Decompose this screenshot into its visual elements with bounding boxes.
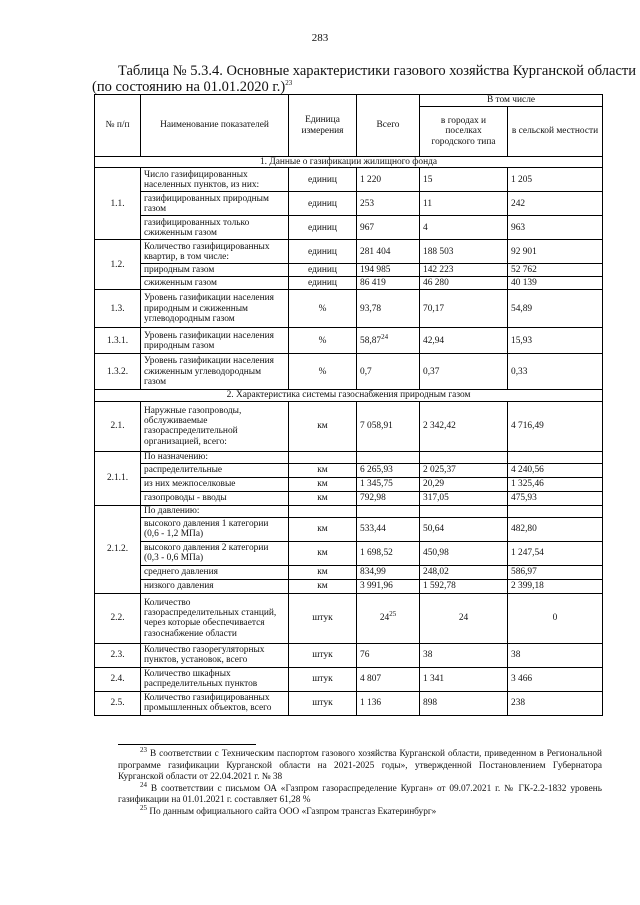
row-rural: 4 240,56 (508, 463, 603, 477)
section-row (95, 390, 603, 401)
footnote-24 (118, 780, 602, 807)
row-name: высокого давления 1 категории (0,6 - 1,2 МПа) (141, 517, 289, 541)
row-urban: 2 342,42 (420, 401, 508, 451)
row-name: По давлению: (141, 505, 289, 517)
row-rural: 586,97 (508, 565, 603, 579)
row-urban: 142 223 (420, 264, 508, 277)
table-row (95, 691, 603, 715)
row-unit: км (289, 491, 357, 505)
table-row (95, 192, 603, 216)
row-total: 7 058,91 (357, 401, 420, 451)
row-num: 1.3. (95, 290, 141, 328)
row-num: 2.4. (95, 667, 141, 691)
table-header-row (95, 95, 603, 107)
row-urban: 2 025,37 (420, 463, 508, 477)
row-unit: единиц (289, 216, 357, 240)
table-row (95, 643, 603, 667)
row-num: 1.2. (95, 240, 141, 290)
row-total: 1 220 (357, 168, 420, 192)
row-name: среднего давления (141, 565, 289, 579)
row-rural: 2 399,18 (508, 579, 603, 593)
row-num: 2.1. (95, 401, 141, 451)
row-urban: 248,02 (420, 565, 508, 579)
row-rural: 1 325,46 (508, 477, 603, 491)
row-num: 2.1.1. (95, 451, 141, 505)
table-title-line-1: Таблица № 5.3.4. Основные характеристики газового хозяйства Курганской области (118, 63, 636, 79)
row-total: 194 985 (357, 264, 420, 277)
row-urban: 898 (420, 691, 508, 715)
row-unit: % (289, 354, 357, 390)
row-rural: 242 (508, 192, 603, 216)
table-row (95, 168, 603, 192)
row-name: Количество газифицированных квартир, в том числе: (141, 240, 289, 264)
row-unit: штук (289, 667, 357, 691)
row-urban: 15 (420, 168, 508, 192)
row-name: По назначению: (141, 451, 289, 463)
header-num: № п/п (95, 95, 141, 157)
table-row (95, 477, 603, 491)
row-rural: 40 139 (508, 277, 603, 290)
table-row (95, 463, 603, 477)
row-unit: км (289, 565, 357, 579)
row-total: 86 419 (357, 277, 420, 290)
section-row (95, 157, 603, 168)
table-row (95, 277, 603, 290)
table-row (95, 401, 603, 451)
table-row (95, 667, 603, 691)
row-urban: 70,17 (420, 290, 508, 328)
footnote-23 (118, 745, 603, 784)
row-urban: 46 280 (420, 277, 508, 290)
table-row (95, 451, 603, 463)
table-row (95, 240, 603, 264)
row-urban: 24 (420, 593, 508, 643)
table-row (95, 541, 603, 565)
row-urban: 42,94 (420, 328, 508, 354)
row-total: 1 345,75 (357, 477, 420, 491)
row-rural: 15,93 (508, 328, 603, 354)
row-unit: штук (289, 643, 357, 667)
row-unit: км (289, 463, 357, 477)
row-unit: штук (289, 691, 357, 715)
row-name: газифицированных природным газом (141, 192, 289, 216)
row-total: 24 (379, 613, 390, 624)
row-rural: 54,89 (508, 290, 603, 328)
table-row (95, 565, 603, 579)
row-unit: единиц (289, 240, 357, 264)
row-total-cell (357, 328, 420, 354)
row-total: 792,98 (357, 491, 420, 505)
footnote-ref: 25 (389, 609, 397, 618)
footnote-number: 25 (140, 803, 147, 812)
row-unit: единиц (289, 192, 357, 216)
table-row (95, 579, 603, 593)
footnote-divider (118, 744, 256, 745)
row-rural: 92 901 (508, 240, 603, 264)
row-num: 1.3.1. (95, 328, 141, 354)
row-urban: 1 592,78 (420, 579, 508, 593)
table-title (92, 63, 636, 95)
header-total: Всего (357, 95, 420, 157)
row-rural: 963 (508, 216, 603, 240)
row-name: Наружные газопроводы, обслуживаемые газораспределительной организацией, всего: (141, 401, 289, 451)
row-rural: 0 (508, 593, 603, 643)
page-number: 283 (311, 32, 329, 44)
row-total: 281 404 (357, 240, 420, 264)
row-rural: 482,80 (508, 517, 603, 541)
footnote-number: 23 (140, 745, 147, 754)
row-urban: 11 (420, 192, 508, 216)
table-row (95, 505, 603, 517)
row-rural: 0,33 (508, 354, 603, 390)
row-rural: 238 (508, 691, 603, 715)
row-urban: 0,37 (420, 354, 508, 390)
row-urban: 317,05 (420, 491, 508, 505)
header-rural: в сельской местности (508, 107, 603, 157)
table-title-line-2: (по состоянию на 01.01.2020 г.)$^{23}$ (92, 79, 293, 95)
row-name: Количество газорегуляторных пунктов, установок, всего (141, 643, 289, 667)
row-name: Уровень газификации населения сжиженным углеводородным газом (141, 354, 289, 390)
row-name: распределительные (141, 463, 289, 477)
row-unit: % (289, 290, 357, 328)
row-total: 1 698,52 (357, 541, 420, 565)
row-unit: единиц (289, 264, 357, 277)
row-name: Количество шкафных распределительных пунктов (141, 667, 289, 691)
row-name: Число газифицированных населенных пунктов, из них: (141, 168, 289, 192)
row-total: 967 (357, 216, 420, 240)
footnotes (118, 745, 603, 819)
row-name: сжиженным газом (141, 277, 289, 290)
row-name: низкого давления (141, 579, 289, 593)
row-name: из них межпоселковые (141, 477, 289, 491)
row-name: Уровень газификации населения природным и сжиженным углеводородным газом (141, 290, 289, 328)
row-total: 76 (357, 643, 420, 667)
footnote-text: В соответствии с Техническим паспортом газового хозяйства Курганской области, приведенном в Региональной программе газификации Курганской области на 2021-2025 годы», утвержденной Постановлением Губернатора Курганской области от 22.04.2021 г. № 38 (118, 749, 603, 783)
row-rural: 1 205 (508, 168, 603, 192)
row-urban: 4 (420, 216, 508, 240)
footnote-text: По данным официального сайта ООО «Газпром трансгаз Екатеринбург» (149, 806, 437, 817)
row-rural: 475,93 (508, 491, 603, 505)
row-total: 3 991,96 (357, 579, 420, 593)
footnote-text: В соответствии с письмом ОА «Газпром газораспределение Курган» от 09.07.2021 г. № ГК-2.2-1832 уровень газификации на 01.01.2021 г. составляет 61,28 % (118, 783, 602, 806)
row-rural: 1 247,54 (508, 541, 603, 565)
row-total: 253 (357, 192, 420, 216)
row-unit: км (289, 517, 357, 541)
row-total: 0,7 (357, 354, 420, 390)
table-row (95, 491, 603, 505)
row-total-cell (357, 593, 420, 643)
footnote-ref: 23 (285, 79, 293, 88)
header-unit: Единица измерения (289, 95, 357, 157)
row-name: Количество газораспределительных станций, через которые обеспечивается газоснабжение области (141, 593, 289, 643)
section-1-title: 1. Данные о газификации жилищного фонда (95, 157, 603, 168)
row-urban: 38 (420, 643, 508, 667)
row-unit: штук (289, 593, 357, 643)
header-name: Наименование показателей (141, 95, 289, 157)
row-name: Количество газифицированных промышленных объектов, всего (141, 691, 289, 715)
row-name: газопроводы - вводы (141, 491, 289, 505)
row-urban: 50,64 (420, 517, 508, 541)
row-name: газифицированных только сжиженным газом (141, 216, 289, 240)
footnote-ref: 24 (381, 332, 389, 341)
header-urban: в городах и поселках городского типа (420, 107, 508, 157)
row-total: 58,87 (360, 335, 382, 346)
row-total: 4 807 (357, 667, 420, 691)
row-unit: км (289, 477, 357, 491)
row-urban: 188 503 (420, 240, 508, 264)
row-unit: единиц (289, 168, 357, 192)
row-num: 2.5. (95, 691, 141, 715)
row-total: 1 136 (357, 691, 420, 715)
row-name: высокого давления 2 категории (0,3 - 0,6 МПа) (141, 541, 289, 565)
row-total: 93,78 (357, 290, 420, 328)
row-num: 2.2. (95, 593, 141, 643)
gas-characteristics-table (94, 94, 603, 716)
table-row (95, 264, 603, 277)
row-rural: 38 (508, 643, 603, 667)
row-unit: км (289, 401, 357, 451)
row-total: 834,99 (357, 565, 420, 579)
row-total: 6 265,93 (357, 463, 420, 477)
section-2-title: 2. Характеристика системы газоснабжения природным газом (95, 390, 603, 401)
row-num: 1.3.2. (95, 354, 141, 390)
row-unit: единиц (289, 277, 357, 290)
row-urban: 450,98 (420, 541, 508, 565)
row-num: 2.3. (95, 643, 141, 667)
row-urban: 1 341 (420, 667, 508, 691)
row-unit: км (289, 541, 357, 565)
footnote-number: 24 (140, 780, 147, 789)
table-row (95, 216, 603, 240)
table-row (95, 290, 603, 328)
row-unit: % (289, 328, 357, 354)
row-num: 2.1.2. (95, 505, 141, 593)
row-urban: 20,29 (420, 477, 508, 491)
row-num: 1.1. (95, 168, 141, 240)
row-unit: км (289, 579, 357, 593)
footnote-25 (118, 803, 602, 819)
row-rural: 3 466 (508, 667, 603, 691)
table-row (95, 593, 603, 643)
table-row (95, 517, 603, 541)
header-including: В том числе (420, 95, 603, 107)
row-rural: 52 762 (508, 264, 603, 277)
table-row (95, 354, 603, 390)
row-rural: 4 716,49 (508, 401, 603, 451)
row-name: природным газом (141, 264, 289, 277)
row-name: Уровень газификации населения природным газом (141, 328, 289, 354)
row-total: 533,44 (357, 517, 420, 541)
table-row (95, 328, 603, 354)
